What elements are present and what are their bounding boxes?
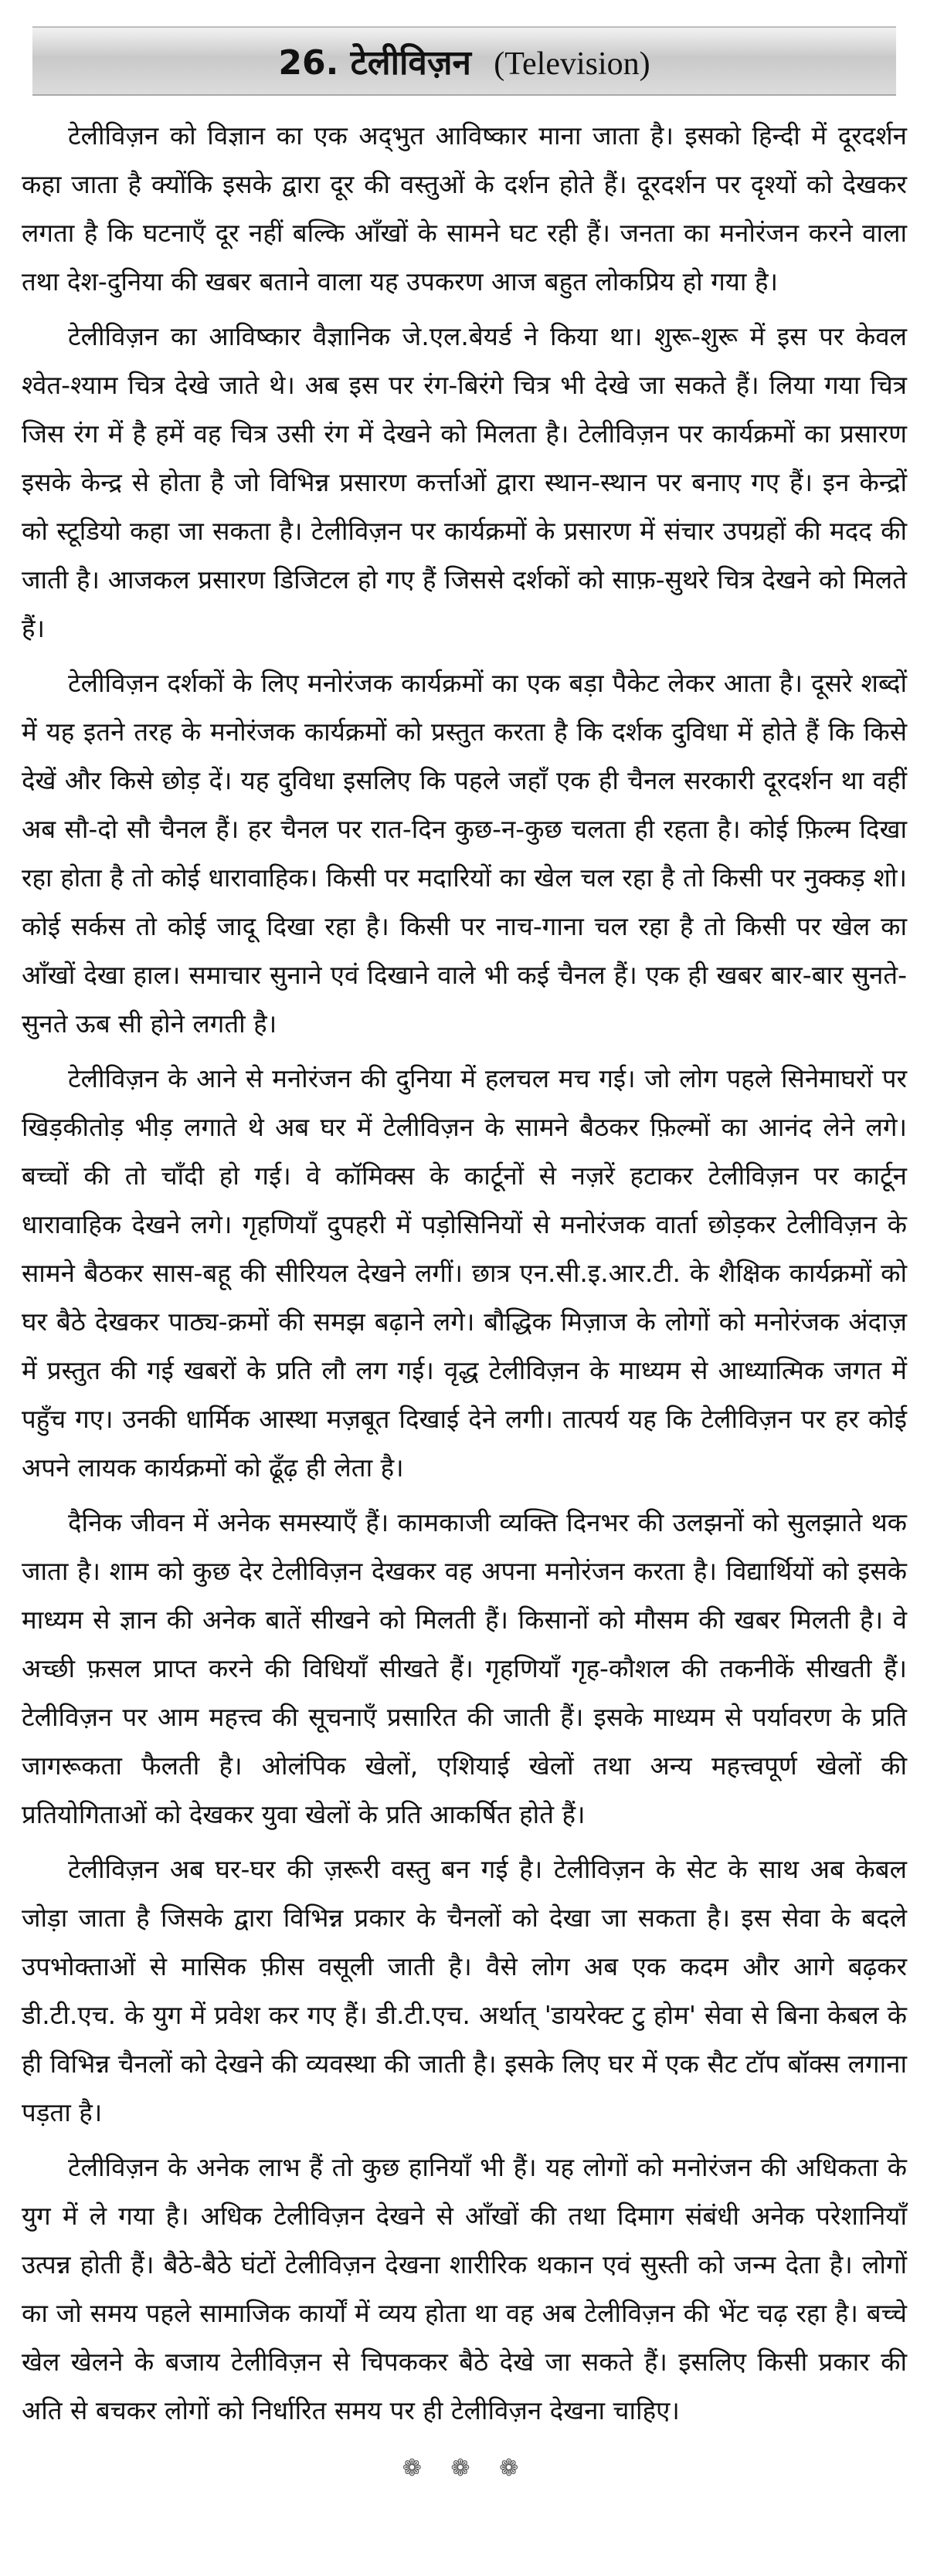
paragraph-7: टेलीविज़न के अनेक लाभ हैं तो कुछ हानियाँ भी हैं। यह लोगों को मनोरंजन की अधिकता के युग में ले गया है। अधिक टेलीविज़न देखने से आँखों की तथा दिमाग संबंधी अनेक परेशानियाँ उत्पन्न होती हैं। बैठे-बैठे घंटों टेलीविज़न देखना शारीरिक थकान एवं सुस्ती को जन्म देता है। लोगों का जो समय पहले सामाजिक कार्यों में व्यय होता था वह अब टेलीविज़न की भेंट चढ़ रहा है। बच्चे खेल खेलने के बजाय टेलीविज़न से चिपककर बैठे देखे जा सकते हैं। इसलिए किसी प्रकार की अति से बचकर लोगों को निर्धारित समय पर ही टेलीविज़न देखना चाहिए। bbox=[22, 2152, 907, 2425]
page-title bbox=[278, 38, 650, 84]
paragraph-1: टेलीविज़न को विज्ञान का एक अद्‌भुत आविष्कार माना जाता है। इसको हिन्दी में दूरदर्शन कहा जाता है क्योंकि इसके द्वारा दूर की वस्तुओं के दर्शन होते हैं। दूरदर्शन पर दृश्यों को देखकर लगता है कि घटनाएँ दूर नहीं बल्कि आँखों के सामने घट रही हैं। जनता का मनोरंजन करने वाला तथा देश-दुनिया की खबर बताने वाला यह उपकरण आज बहुत लोकप्रिय हो गया है। bbox=[22, 120, 907, 297]
essay-body bbox=[22, 111, 907, 2435]
flower-ornament-icon: ❁ bbox=[402, 2455, 430, 2482]
title-banner bbox=[32, 26, 896, 96]
paragraph-3: टेलीविज़न दर्शकों के लिए मनोरंजक कार्यक्रमों का एक बड़ा पैकेट लेकर आता है। दूसरे शब्दों में यह इतने तरह के मनोरंजक कार्यक्रमों को प्रस्तुत करता है कि दर्शक दुविधा में होते हैं कि किसे देखें और किसे छोड़ दें। यह दुविधा इसलिए कि पहले जहाँ एक ही चैनल सरकारी दूरदर्शन था वहीं अब सौ-दो सौ चैनल हैं। हर चैनल पर रात-दिन कुछ-न-कुछ चलता ही रहता है। कोई फ़िल्म दिखा रहा होता है तो कोई धारावाहिक। किसी पर मदारियों का खेल चल रहा है तो किसी पर नुक्कड़ शो। कोई सर्कस तो कोई जादू दिखा रहा है। किसी पर नाच-गाना चल रहा है तो किसी पर खेल का आँखों देखा हाल। समाचार सुनाने एवं दिखाने वाले भी कई चैनल हैं। एक ही खबर बार-बार सुनते-सुनते ऊब सी होने लगती है। bbox=[22, 668, 907, 1039]
footer-ornament bbox=[22, 2455, 907, 2482]
title-hindi: टेलीविज़न bbox=[350, 43, 471, 83]
flower-ornament-icon: ❁ bbox=[499, 2455, 527, 2482]
title-english: (Television) bbox=[494, 46, 650, 82]
paragraph-2: टेलीविज़न का आविष्कार वैज्ञानिक जे.एल.बेयर्ड ने किया था। शुरू-शुरू में इस पर केवल श्वेत-श्याम चित्र देखे जाते थे। अब इस पर रंग-बिरंगे चित्र भी देखे जा सकते हैं। लिया गया चित्र जिस रंग में है हमें वह चित्र उसी रंग में देखने को मिलता है। टेलीविज़न पर कार्यक्रमों का प्रसारण इसके केन्द्र से होता है जो विभिन्न प्रसारण कर्त्ताओं द्वारा स्थान-स्थान पर बनाए गए हैं। इन केन्द्रों को स्टूडियो कहा जा सकता है। टेलीविज़न पर कार्यक्रमों के प्रसारण में संचार उपग्रहों की मदद की जाती है। आजकल प्रसारण डिजिटल हो गए हैं जिससे दर्शकों को साफ़-सुथरे चित्र देखने को मिलते हैं। bbox=[22, 321, 907, 643]
essay-number: 26. bbox=[278, 43, 339, 83]
paragraph-4: टेलीविज़न के आने से मनोरंजन की दुनिया में हलचल मच गई। जो लोग पहले सिनेमाघरों पर खिड़कीतोड़ भीड़ लगाते थे अब घर में टेलीविज़न के सामने बैठकर फ़िल्मों का आनंद लेने लगे। बच्चों की तो चाँदी हो गई। वे कॉमिक्स के कार्टूनों से नज़रें हटाकर टेलीविज़न पर कार्टून धारावाहिक देखने लगे। गृहणियाँ दुपहरी में पड़ोसिनियों से मनोरंजक वार्ता छोड़कर टेलीविज़न के सामने बैठकर सास-बहू की सीरियल देखने लगीं। छात्र एन.सी.इ.आर.टी. के शैक्षिक कार्यक्रमों को घर बैठे देखकर पाठ्य-क्रमों की समझ बढ़ाने लगे। बौद्धिक मिज़ाज के लोगों को मनोरंजक अंदाज़ में प्रस्तुत की गई खबरों के प्रति लौ लग गई। वृद्ध टेलीविज़न के माध्यम से आध्यात्मिक जगत में पहुँच गए। उनकी धार्मिक आस्था मज़बूत दिखाई देने लगी। तात्पर्य यह कि टेलीविज़न पर हर कोई अपने लायक कार्यक्रमों को ढूँढ़ ही लेता है। bbox=[22, 1063, 907, 1483]
flower-ornament-icon: ❁ bbox=[450, 2455, 478, 2482]
paragraph-5: दैनिक जीवन में अनेक समस्याएँ हैं। कामकाजी व्यक्ति दिनभर की उलझनों को सुलझाते थक जाता है। शाम को कुछ देर टेलीविज़न देखकर वह अपना मनोरंजन करता है। विद्यार्थियों को इसके माध्यम से ज्ञान की अनेक बातें सीखने को मिलती हैं। किसानों को मौसम की खबर मिलती है। वे अच्छी फ़सल प्राप्त करने की विधियाँ सीखते हैं। गृहणियाँ गृह-कौशल की तकनीकें सीखती हैं। टेलीविज़न पर आम महत्त्व की सूचनाएँ प्रसारित की जाती हैं। इसके माध्यम से पर्यावरण के प्रति जागरूकता फैलती है। ओलंपिक खेलों, एशियाई खेलों तथा अन्य महत्त्वपूर्ण खेलों की प्रतियोगिताओं को देखकर युवा खेलों के प्रति आकर्षित होते हैं। bbox=[22, 1507, 907, 1829]
paragraph-6: टेलीविज़न अब घर-घर की ज़रूरी वस्तु बन गई है। टेलीविज़न के सेट के साथ अब केबल जोड़ा जाता है जिसके द्वारा विभिन्न प्रकार के चैनलों को देखा जा सकता है। इस सेवा के बदले उपभोक्ताओं से मासिक फ़ीस वसूली जाती है। वैसे लोग अब एक कदम और आगे बढ़कर डी.टी.एच. के युग में प्रवेश कर गए हैं। डी.टी.एच. अर्थात् 'डायरेक्ट टु होम' सेवा से बिना केबल के ही विभिन्न चैनलों को देखने की व्यवस्था की जाती है। इसके लिए घर में एक सैट टॉप बॉक्स लगाना पड़ता है। bbox=[22, 1854, 907, 2127]
